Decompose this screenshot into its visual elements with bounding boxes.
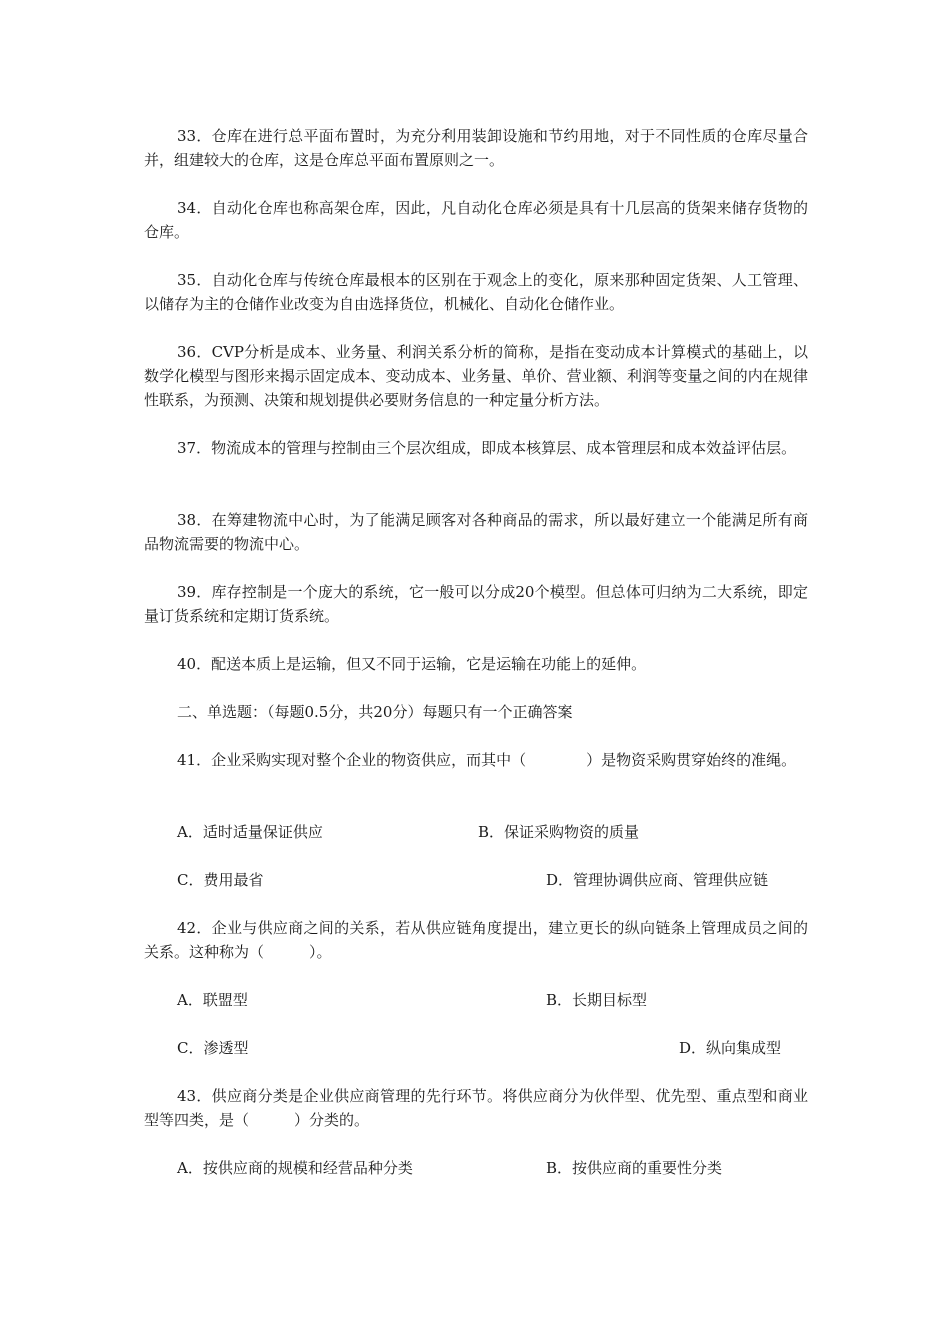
question-43-option-b: B．按供应商的重要性分类 xyxy=(546,1159,723,1177)
question-42-stem: 42．企业与供应商之间的关系，若从供应链角度提出，建立更长的纵向链条上管理成员之间的关系。这种称为（ ）。 xyxy=(144,919,808,961)
question-43-stem: 43．供应商分类是企业供应商管理的先行环节。将供应商分为伙伴型、优先型、重点型和商业型等四类，是（ ）分类的。 xyxy=(144,1087,808,1129)
question-41-option-d: D．管理协调供应商、管理供应链 xyxy=(546,871,769,889)
question-41-option-a: A．适时适量保证供应 xyxy=(177,823,323,841)
question-41-option-b: B．保证采购物资的质量 xyxy=(478,823,640,841)
statement-38: 38．在筹建物流中心时，为了能满足顾客对各种商品的需求，所以最好建立一个能满足所有商品物流需要的物流中心。 xyxy=(144,511,808,553)
statement-37: 37．物流成本的管理与控制由三个层次组成，即成本核算层、成本管理层和成本效益评估层。 xyxy=(177,439,797,457)
statement-39: 39．库存控制是一个庞大的系统，它一般可以分成20个模型。但总体可归纳为二大系统，即定量订货系统和定期订货系统。 xyxy=(144,583,808,625)
statement-40: 40．配送本质上是运输，但又不同于运输，它是运输在功能上的延伸。 xyxy=(177,655,647,673)
question-42-option-d: D．纵向集成型 xyxy=(679,1039,782,1057)
statement-33: 33．仓库在进行总平面布置时，为充分利用装卸设施和节约用地，对于不同性质的仓库尽量合并，组建较大的仓库，这是仓库总平面布置原则之一。 xyxy=(144,127,808,169)
statement-36: 36．CVP分析是成本、业务量、利润关系分析的简称，是指在变动成本计算模式的基础上，以数学化模型与图形来揭示固定成本、变动成本、业务量、单价、营业额、利润等变量之间的内在规律性联系，为预测、决策和规划提供必要财务信息的一种定量分析方法。 xyxy=(144,343,808,409)
question-42-option-a: A．联盟型 xyxy=(177,991,248,1009)
question-43-option-a: A．按供应商的规模和经营品种分类 xyxy=(177,1159,413,1177)
question-41-option-c: C．费用最省 xyxy=(177,871,264,889)
statement-35: 35．自动化仓库与传统仓库最根本的区别在于观念上的变化，原来那种固定货架、人工管理、以储存为主的仓储作业改变为自由选择货位，机械化、自动化仓储作业。 xyxy=(144,271,808,313)
statement-34: 34．自动化仓库也称高架仓库，因此，凡自动化仓库必须是具有十几层高的货架来储存货物的仓库。 xyxy=(144,199,808,241)
question-42-option-c: C．渗透型 xyxy=(177,1039,249,1057)
question-41-stem: 41．企业采购实现对整个企业的物资供应，而其中（ ）是物资采购贯穿始终的准绳。 xyxy=(177,751,797,769)
question-42-option-b: B．长期目标型 xyxy=(546,991,648,1009)
section-heading: 二、单选题：（每题0.5分，共20分）每题只有一个正确答案 xyxy=(177,703,573,721)
